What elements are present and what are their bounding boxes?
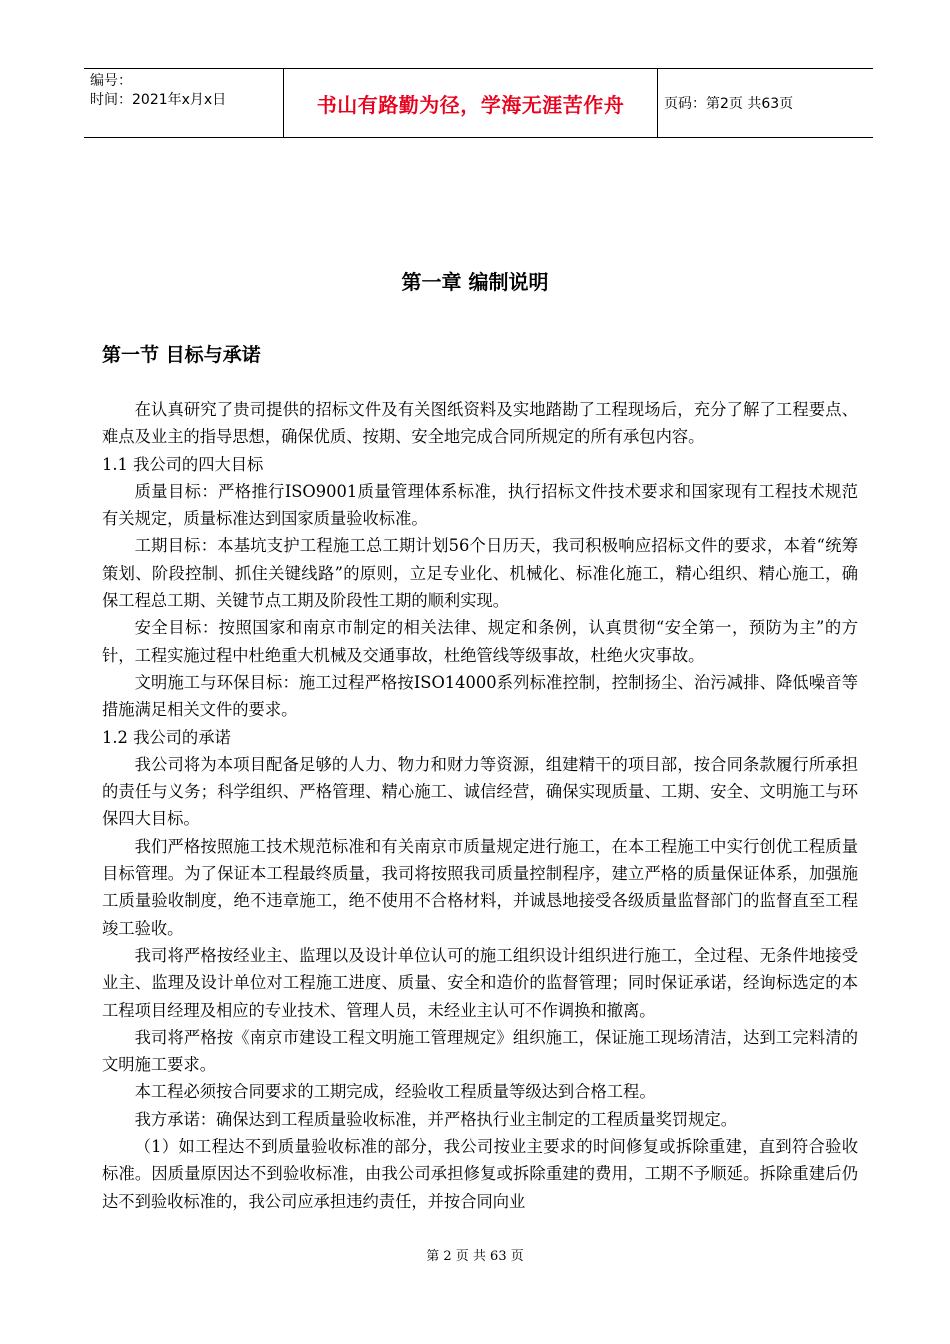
chapter-title: 第一章 编制说明 xyxy=(401,270,549,294)
paragraph: 工期目标：本基坑支护工程施工总工期计划56个日历天，我司积极响应招标文件的要求，本着“统筹策划、阶段控制、抓住关键线路”的原则，立足专业化、机械化、标准化施工，精心组织、精心施工，确保工程总工期、关键节点工期及阶段性工期的顺利实现。 xyxy=(102,536,858,611)
document-date: 时间：2021年x月x日 xyxy=(90,92,227,108)
header-motto-cell xyxy=(284,69,658,137)
subsection-heading: 1.2 我公司的承诺 xyxy=(102,727,231,747)
page-info-text: 页码：第2页 共63页 xyxy=(664,96,794,112)
motto-text: 书山有路勤为径，学海无涯苦作舟 xyxy=(316,92,625,117)
paragraph: 本工程必须按合同要求的工期完成，经验收工程质量等级达到合格工程。 xyxy=(134,1082,656,1102)
paragraph: （1）如工程达不到质量验收标准的部分，我公司按业主要求的时间修复或拆除重建，直到符合验收标准。因质量原因达不到验收标准，由我公司承担修复或拆除重建的费用，工期不予顺延。拆除重建后仍达不到验收标准的，我公司应承担违约责任，并按合同向业 xyxy=(102,1137,858,1211)
subsection-heading: 1.1 我公司的四大目标 xyxy=(102,454,264,474)
paragraph: 质量目标：严格推行ISO9001质量管理体系标准，执行招标文件技术要求和国家现有工程技术规范有关规定，质量标准达到国家质量验收标准。 xyxy=(102,481,858,529)
paragraph: 我司将严格按《南京市建设工程文明施工管理规定》组织施工，保证施工现场清洁，达到工完料清的文明施工要求。 xyxy=(102,1027,858,1075)
page-header xyxy=(84,68,873,138)
paragraph: 文明施工与环保目标：施工过程严格按ISO14000系列标准控制，控制扬尘、治污减排、降低噪音等措施满足相关文件的要求。 xyxy=(102,672,858,720)
paragraph: 安全目标：按照国家和南京市制定的相关法律、规定和条例，认真贯彻“安全第一，预防为主”的方针，工程实施过程中杜绝重大机械及交通事故，杜绝管线等级事故，杜绝火灾事故。 xyxy=(102,618,858,665)
paragraph: 我公司将为本项目配备足够的人力、物力和财力等资源，组建精干的项目部，按合同条款履行所承担的责任与义务；科学组织、严格管理、精心施工、诚信经营，确保实现质量、工期、安全、文明施工与环保四大目标。 xyxy=(102,754,858,829)
body-text xyxy=(102,396,858,1215)
document-number-label: 编号： xyxy=(90,73,132,89)
header-meta xyxy=(84,69,284,137)
page-footer: 第 2 页 共 63 页 xyxy=(426,1249,524,1264)
header-page-info xyxy=(658,69,873,137)
paragraph: 我司将严格按经业主、监理以及设计单位认可的施工组织设计组织进行施工，全过程、无条件地接受业主、监理及设计单位对工程施工进度、质量、安全和造价的监督管理；同时保证承诺，经询标选定的本工程项目经理及相应的专业技术、管理人员，未经业主认可不作调换和撤离。 xyxy=(102,945,858,1020)
paragraph: 我方承诺：确保达到工程质量验收标准，并严格执行业主制定的工程质量奖罚规定。 xyxy=(134,1109,738,1129)
paragraph: 在认真研究了贵司提供的招标文件及有关图纸资料及实地踏勘了工程现场后，充分了解了工程要点、难点及业主的指导思想，确保优质、按期、安全地完成合同所规定的所有承包内容。 xyxy=(102,400,858,447)
section-title: 第一节 目标与承诺 xyxy=(102,344,261,366)
paragraph: 我们严格按照施工技术规范标准和有关南京市质量规定进行施工，在本工程施工中实行创优工程质量目标管理。为了保证本工程最终质量，我司将按照我司质量控制程序，建立严格的质量保证体系，加强施工质量验收制度，绝不违章施工，绝不使用不合格材料，并诚恳地接受各级质量监督部门的监督直至工程竣工验收。 xyxy=(102,836,858,938)
